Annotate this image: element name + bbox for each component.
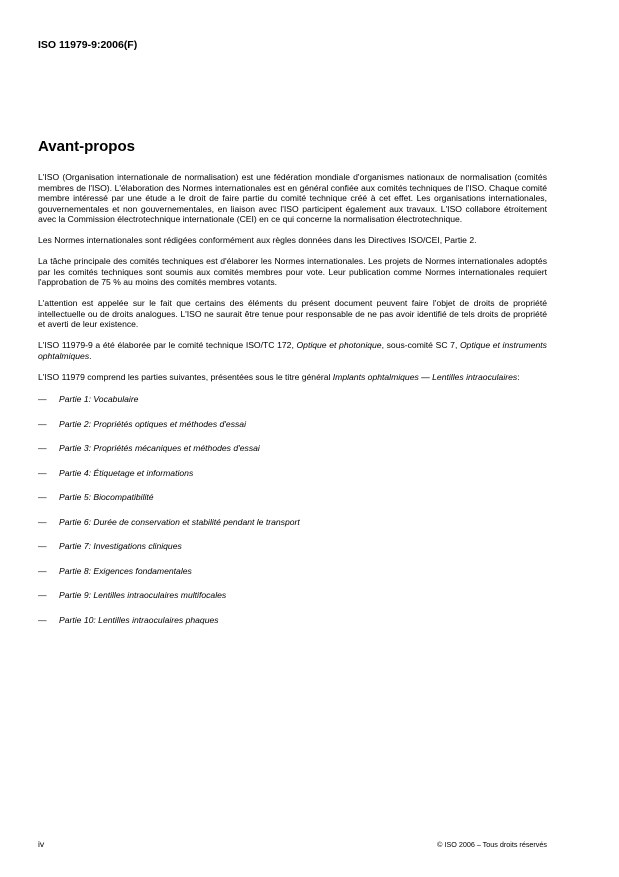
list-item	[38, 566, 547, 577]
part-label: Partie 4: Étiquetage et informations	[59, 467, 194, 478]
list-dash: —	[38, 443, 47, 453]
list-item	[38, 443, 547, 454]
subcommittee-name: Optique et instruments ophtalmiques	[38, 340, 547, 361]
paragraph-prepared-by	[38, 340, 547, 361]
committee-name: Optique et photonique	[296, 340, 382, 350]
page-number: iv	[38, 839, 45, 849]
copyright-notice: © ISO 2006 – Tous droits réservés	[437, 840, 547, 849]
list-item	[38, 492, 547, 503]
section-title: Avant-propos	[38, 138, 135, 155]
subcommittee-text: , sous-comité SC 7,	[381, 340, 460, 350]
list-dash: —	[38, 614, 47, 625]
list-dash: —	[38, 394, 47, 404]
paragraph-technical-committees: La tâche principale des comités techniques est d'élaborer les Normes internationales. Les projets de Normes internationales adoptés par les comités techniques sont soumis aux comités membres pour vote. Leur publication comme Normes internationales requiert l'approbation de 75 % au moins des comités membres votants.	[38, 256, 547, 287]
list-dash: —	[38, 590, 47, 600]
list-dash: —	[38, 467, 47, 478]
paragraph-directives: Les Normes internationales sont rédigées conformément aux règles données dans les Directives ISO/CEI, Partie 2.	[38, 235, 477, 245]
paragraph-iso-intro: L'ISO (Organisation internationale de normalisation) est une fédération mondiale d'organismes nationaux de normalisation (comités membres de l'ISO). L'élaboration des Normes internationales est en général confiée aux comités techniques de l'ISO. Chaque comité membre intéressé par une étude a le droit de faire partie du comité technique créé à cet effet. Les organisations internationales, gouvernementales et non gouvernementales, en liaison avec l'ISO participent également aux travaux. L'ISO collabore étroitement avec la Commission électrotechnique internationale (CEI) en ce qui concerne la normalisation électrotechnique.	[38, 172, 547, 224]
part-label: Partie 8: Exigences fondamentales	[59, 565, 192, 576]
part-label: Partie 6: Durée de conservation et stabilité pendant le transport	[59, 516, 300, 527]
part-label: Partie 9: Lentilles intraoculaires multifocales	[59, 590, 227, 600]
prepared-by-end: .	[89, 350, 92, 361]
paragraph-parts-intro	[38, 372, 547, 383]
part-label: Partie 2: Propriétés optiques et méthodes d'essai	[59, 418, 246, 429]
prepared-by-text: L'ISO 11979-9 a été élaborée par le comité technique ISO/TC 172,	[38, 340, 297, 350]
list-item	[38, 615, 547, 626]
part-label: Partie 1: Vocabulaire	[59, 394, 139, 404]
list-dash: —	[38, 418, 47, 429]
list-item	[38, 468, 547, 479]
list-item	[38, 541, 547, 552]
parts-intro-text: L'ISO 11979 comprend les parties suivantes, présentées sous le titre général	[38, 371, 333, 382]
part-label: Partie 3: Propriétés mécaniques et méthodes d'essai	[59, 443, 260, 453]
part-label: Partie 5: Biocompatibilité	[59, 492, 154, 502]
parts-intro-end: :	[517, 371, 520, 382]
general-title: Implants ophtalmiques — Lentilles intraoculaires	[332, 371, 518, 382]
list-item	[38, 419, 547, 430]
foreword-body	[38, 172, 547, 639]
part-label: Partie 10: Lentilles intraoculaires phaques	[59, 614, 219, 625]
list-item	[38, 394, 547, 405]
list-dash: —	[38, 541, 47, 551]
list-dash: —	[38, 516, 47, 527]
parts-list	[38, 394, 547, 625]
list-dash: —	[38, 565, 47, 576]
list-item	[38, 517, 547, 528]
list-item	[38, 590, 547, 601]
paragraph-patent-rights: L'attention est appelée sur le fait que certains des éléments du présent document peuvent faire l'objet de droits de propriété intellectuelle ou de droits analogues. L'ISO ne saurait être tenue pour responsable de ne pas avoir identifié de tels droits de propriété et averti de leur existence.	[38, 298, 547, 329]
document-id: ISO 11979-9:2006(F)	[38, 39, 138, 51]
part-label: Partie 7: Investigations cliniques	[59, 541, 182, 551]
list-dash: —	[38, 492, 47, 502]
